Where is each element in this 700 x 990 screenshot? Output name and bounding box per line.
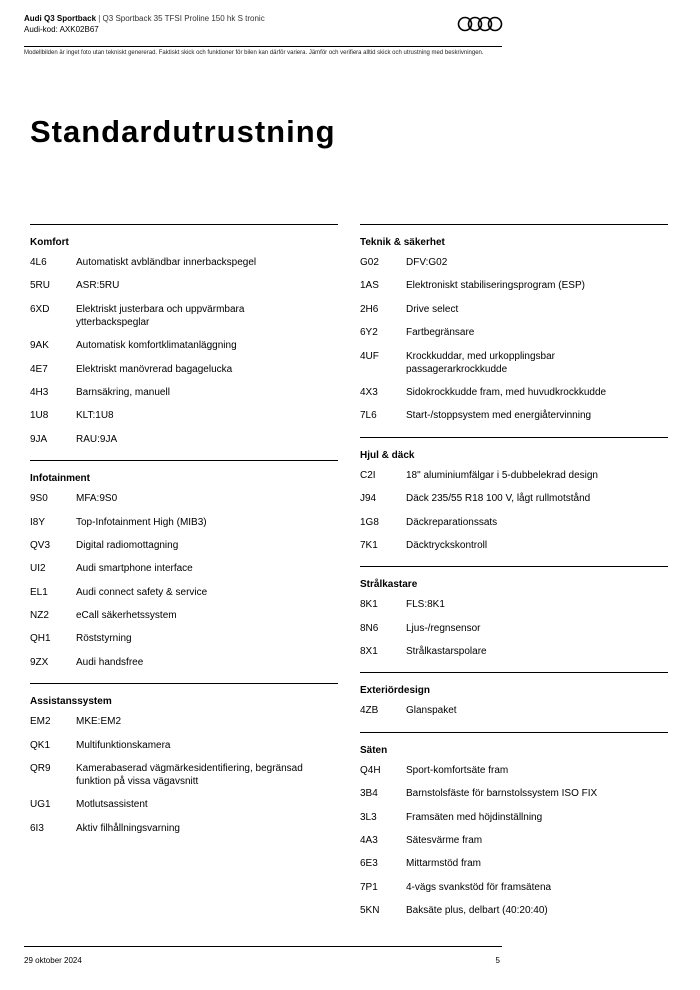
equipment-item (30, 303, 338, 329)
equipment-item (360, 764, 668, 777)
equipment-code: EL1 (30, 586, 48, 598)
equipment-item (360, 303, 668, 316)
equipment-item (360, 811, 668, 824)
equipment-item (30, 822, 338, 835)
equipment-item (30, 762, 338, 788)
equipment-code: 7K1 (360, 539, 378, 551)
equipment-description: Kamerabaserad vägmärkesidentifiering, begränsad funktion på vissa vägavsnitt (76, 763, 303, 788)
equipment-description: eCall säkerhetssystem (76, 610, 177, 622)
equipment-code: 4ZB (360, 705, 379, 717)
equipment-description: Digital radiomottagning (76, 539, 179, 551)
equipment-description: Barnstolsfäste för barnstolssystem ISO FIX (406, 788, 598, 800)
equipment-description: Top-Infotainment High (MIB3) (76, 516, 207, 528)
equipment-description: Multifunktionskamera (76, 739, 171, 751)
equipment-description: Sätesvärme fram (406, 835, 483, 847)
equipment-code: QR9 (30, 763, 51, 775)
equipment-description: Drive select (406, 303, 459, 315)
equipment-description: RAU:9JA (76, 433, 118, 445)
equipment-item (360, 834, 668, 847)
equipment-item (360, 787, 668, 800)
equipment-description: Elektroniskt stabiliseringsprogram (ESP) (406, 280, 585, 292)
equipment-description: KLT:1U8 (76, 410, 114, 422)
left-column (30, 224, 338, 849)
equipment-code: UG1 (30, 799, 51, 811)
equipment-code: 7L6 (360, 410, 377, 422)
section-title: Teknik & säkerhet (360, 237, 445, 248)
equipment-code: 9ZX (30, 656, 49, 668)
equipment-item (360, 326, 668, 339)
equipment-item (360, 350, 668, 376)
equipment-description: Audi connect safety & service (76, 586, 208, 598)
equipment-code: 6Y2 (360, 327, 378, 339)
equipment-item (30, 609, 338, 622)
equipment-item (30, 409, 338, 422)
equipment-code: 8X1 (360, 646, 378, 658)
section-exteriordesign (360, 672, 668, 731)
equipment-code: EM2 (30, 716, 51, 728)
equipment-description: Audi smartphone interface (76, 563, 193, 575)
section-title: Hjul & däck (360, 449, 415, 461)
footer-date: 29 oktober 2024 (24, 956, 82, 965)
audi-rings-icon (457, 16, 503, 32)
equipment-description: Strålkastarspolare (406, 646, 487, 658)
equipment-item (360, 492, 668, 505)
equipment-description: Ljus-/regnsensor (406, 622, 481, 634)
equipment-item (360, 386, 668, 399)
equipment-code: 3L3 (360, 811, 377, 823)
right-column (360, 224, 668, 932)
equipment-description: Krockkuddar, med urkopplingsbar passagerarkrockkudde (406, 350, 555, 375)
equipment-item (360, 598, 668, 611)
equipment-item (30, 539, 338, 552)
equipment-code: UI2 (30, 563, 46, 575)
section-title: Infotainment (30, 473, 90, 485)
equipment-item (360, 704, 668, 717)
equipment-code: QV3 (30, 539, 51, 551)
equipment-code: 4L6 (30, 257, 47, 268)
equipment-item (360, 904, 668, 917)
equipment-item (360, 857, 668, 870)
equipment-item (30, 386, 338, 399)
page-number: 5 (495, 956, 500, 965)
section-hjul-and-dack (360, 437, 668, 567)
equipment-code: 1G8 (360, 516, 379, 528)
equipment-description: Start-/stoppsystem med energiåtervinning (406, 410, 592, 422)
equipment-description: MFA:9S0 (76, 493, 118, 505)
section-title: Assistanssystem (30, 696, 112, 708)
disclaimer-text: Modellbilden är inget foto utan tekniskt genererad. Faktiskt skick och funktioner för bilen kan därför variera. Jämför och verifiera alltid skick och utrustning med beskrivningen. (24, 50, 484, 56)
equipment-description: MKE:EM2 (76, 716, 122, 728)
equipment-code: 4A3 (360, 835, 378, 847)
equipment-description: Däckreparationssats (406, 516, 498, 528)
equipment-description: Glanspaket (406, 705, 457, 717)
equipment-description: Automatiskt avbländbar innerbackspegel (76, 257, 257, 268)
equipment-item (30, 256, 338, 269)
header-model-line (24, 14, 502, 24)
equipment-code: 4E7 (30, 363, 48, 375)
section-assistanssystem (30, 683, 338, 849)
equipment-code: 5RU (30, 280, 51, 292)
section-infotainment (30, 460, 338, 683)
equipment-code: 4H3 (30, 386, 49, 398)
equipment-item (360, 409, 668, 422)
equipment-code: NZ2 (30, 610, 49, 622)
equipment-item (360, 469, 668, 482)
equipment-item (30, 586, 338, 599)
equipment-item (360, 256, 668, 269)
model-variant: Q3 Sportback 35 TFSI Proline 150 hk S tronic (102, 14, 265, 23)
equipment-code: 6E3 (360, 858, 378, 870)
equipment-description: Motlutsassistent (76, 799, 148, 811)
equipment-item (30, 516, 338, 529)
equipment-code: 4UF (360, 350, 379, 362)
equipment-code: 2H6 (360, 303, 379, 315)
equipment-description: Elektriskt justerbara och uppvärmbara ytterbackspeglar (76, 303, 245, 328)
section-title: Säten (360, 744, 388, 756)
equipment-item (30, 562, 338, 575)
equipment-item (30, 739, 338, 752)
equipment-code: Q4H (360, 764, 381, 776)
equipment-description: 4-vägs svankstöd för framsätena (406, 881, 552, 893)
equipment-code: 9JA (30, 433, 48, 445)
equipment-description: FLS:8K1 (406, 599, 445, 611)
equipment-code: QH1 (30, 633, 51, 645)
equipment-description: Sidokrockkudde fram, med huvudkrockkudde (406, 386, 607, 398)
equipment-item (30, 433, 338, 446)
equipment-item (30, 656, 338, 669)
equipment-description: Mittarmstöd fram (406, 858, 482, 870)
equipment-code: I8Y (30, 516, 46, 528)
equipment-code: 4X3 (360, 386, 378, 398)
equipment-description: Barnsäkring, manuell (76, 386, 170, 398)
equipment-item (30, 279, 338, 292)
audi-code: Audi-kod: AXK02B67 (24, 25, 99, 34)
section-title: Strålkastare (360, 579, 418, 591)
equipment-description: Framsäten med höjdinställning (406, 811, 543, 823)
equipment-code: 6XD (30, 303, 50, 315)
equipment-item (360, 881, 668, 894)
equipment-description: Audi handsfree (76, 656, 144, 668)
section-teknik-and-sakerhet (360, 224, 668, 437)
equipment-code: J94 (360, 493, 377, 505)
equipment-code: 9S0 (30, 493, 48, 505)
section-stralkastare (360, 566, 668, 672)
equipment-code: 3B4 (360, 788, 378, 800)
equipment-code: 7P1 (360, 881, 378, 893)
header-divider (24, 46, 502, 47)
equipment-item (360, 645, 668, 658)
equipment-code: 1AS (360, 280, 379, 292)
equipment-code: C2I (360, 469, 376, 481)
equipment-item (360, 622, 668, 635)
section-title: Exteriördesign (360, 685, 431, 697)
equipment-item (30, 715, 338, 728)
equipment-item (30, 363, 338, 376)
footer-divider (24, 946, 502, 947)
equipment-description: ASR:5RU (76, 280, 120, 292)
equipment-description: Aktiv filhållningsvarning (76, 822, 180, 834)
equipment-code: QK1 (30, 739, 51, 751)
equipment-description: DFV:G02 (406, 257, 448, 268)
model-name: Audi Q3 Sportback (24, 14, 97, 23)
equipment-description: Sport-komfortsäte fram (406, 764, 509, 776)
section-komfort (30, 224, 338, 460)
equipment-description: 18" aluminiumfälgar i 5-dubbelekrad design (406, 469, 598, 481)
equipment-code: 8K1 (360, 599, 378, 611)
equipment-description: Elektriskt manövrerad bagagelucka (76, 363, 233, 375)
equipment-code: 6I3 (30, 822, 44, 834)
page-title: Standardutrustning (30, 114, 336, 149)
equipment-item (360, 516, 668, 529)
equipment-item (30, 492, 338, 505)
section-title: Komfort (30, 237, 69, 248)
equipment-description: Automatisk komfortklimatanläggning (76, 340, 237, 352)
equipment-code: 8N6 (360, 622, 379, 634)
equipment-item (30, 632, 338, 645)
equipment-item (360, 279, 668, 292)
equipment-code: 5KN (360, 905, 380, 917)
equipment-description: Röststyrning (76, 633, 132, 645)
equipment-item (30, 798, 338, 811)
equipment-code: 1U8 (30, 410, 49, 422)
section-saten (360, 732, 668, 932)
equipment-code: G02 (360, 257, 379, 268)
equipment-item (360, 539, 668, 552)
equipment-code: 9AK (30, 340, 49, 352)
equipment-description: Fartbegränsare (406, 327, 475, 339)
header-separator: | (96, 14, 103, 23)
document-header (24, 14, 502, 35)
equipment-item (30, 339, 338, 352)
equipment-description: Baksäte plus, delbart (40:20:40) (406, 905, 548, 917)
equipment-description: Däcktryckskontroll (406, 539, 488, 551)
equipment-description: Däck 235/55 R18 100 V, lågt rullmotstånd (406, 493, 591, 505)
